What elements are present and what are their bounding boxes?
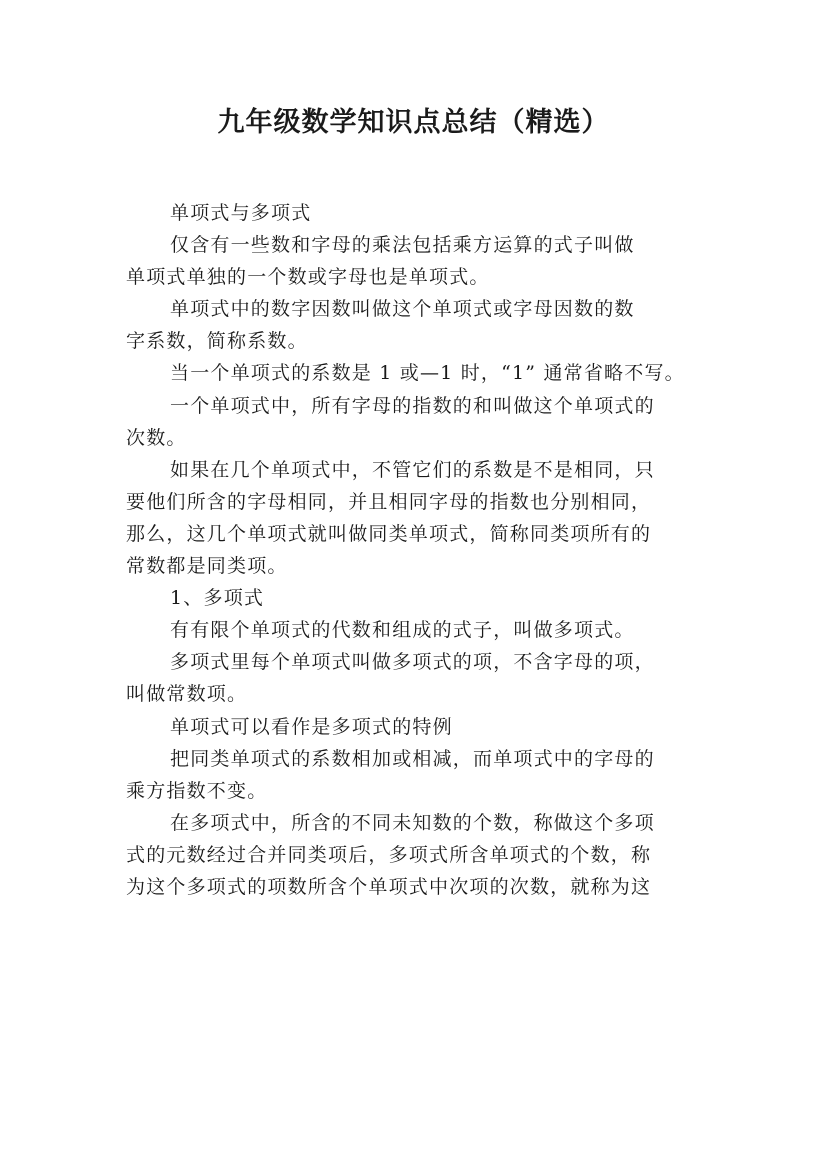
paragraph-line: 单项式与多项式 bbox=[170, 202, 312, 224]
paragraph-line: 把同类单项式的系数相加或相减，而单项式中的字母的 bbox=[170, 747, 655, 770]
paragraph-line: 在多项式中，所含的不同未知数的个数，称做这个多项 bbox=[170, 811, 655, 834]
paragraph-line: 常数都是同类项。 bbox=[126, 555, 288, 578]
paragraph-line: 单项式可以看作是多项式的特例 bbox=[170, 715, 453, 738]
paragraph-line: 单项式中的数字因数叫做这个单项式或字母因数的数 bbox=[170, 298, 635, 321]
document-title: 九年级数学知识点总结（精选） bbox=[217, 107, 610, 138]
paragraph-line: 一个单项式中，所有字母的指数的和叫做这个单项式的 bbox=[170, 394, 655, 417]
paragraph-line: 多项式里每个单项式叫做多项式的项，不含字母的项， bbox=[170, 651, 655, 674]
paragraph-line: 1、多项式 bbox=[170, 587, 265, 610]
document-body bbox=[126, 197, 708, 903]
paragraph-line: 当一个单项式的系数是 1 或—1 时，“1” 通常省略不写。 bbox=[170, 362, 685, 385]
paragraph-line: 有有限个单项式的代数和组成的式子，叫做多项式。 bbox=[170, 619, 635, 642]
paragraph-line: 次数。 bbox=[126, 426, 187, 449]
paragraph-line: 式的元数经过合并同类项后，多项式所含单项式的个数，称 bbox=[126, 843, 652, 866]
paragraph-line: 单项式单独的一个数或字母也是单项式。 bbox=[126, 266, 490, 289]
paragraph-line: 如果在几个单项式中，不管它们的系数是不是相同，只 bbox=[170, 458, 655, 481]
paragraph-line: 叫做常数项。 bbox=[126, 683, 248, 706]
paragraph-line: 要他们所含的字母相同，并且相同字母的指数也分别相同， bbox=[126, 490, 652, 513]
paragraph-line: 那么，这几个单项式就叫做同类单项式，简称同类项所有的 bbox=[126, 522, 652, 545]
paragraph-line: 仅含有一些数和字母的乘法包括乘方运算的式子叫做 bbox=[170, 234, 635, 257]
paragraph-line: 为这个多项式的项数所含个单项式中次项的次数，就称为这 bbox=[126, 875, 652, 898]
paragraph-line: 乘方指数不变。 bbox=[126, 779, 268, 802]
paragraph-line: 字系数，简称系数。 bbox=[126, 330, 308, 353]
